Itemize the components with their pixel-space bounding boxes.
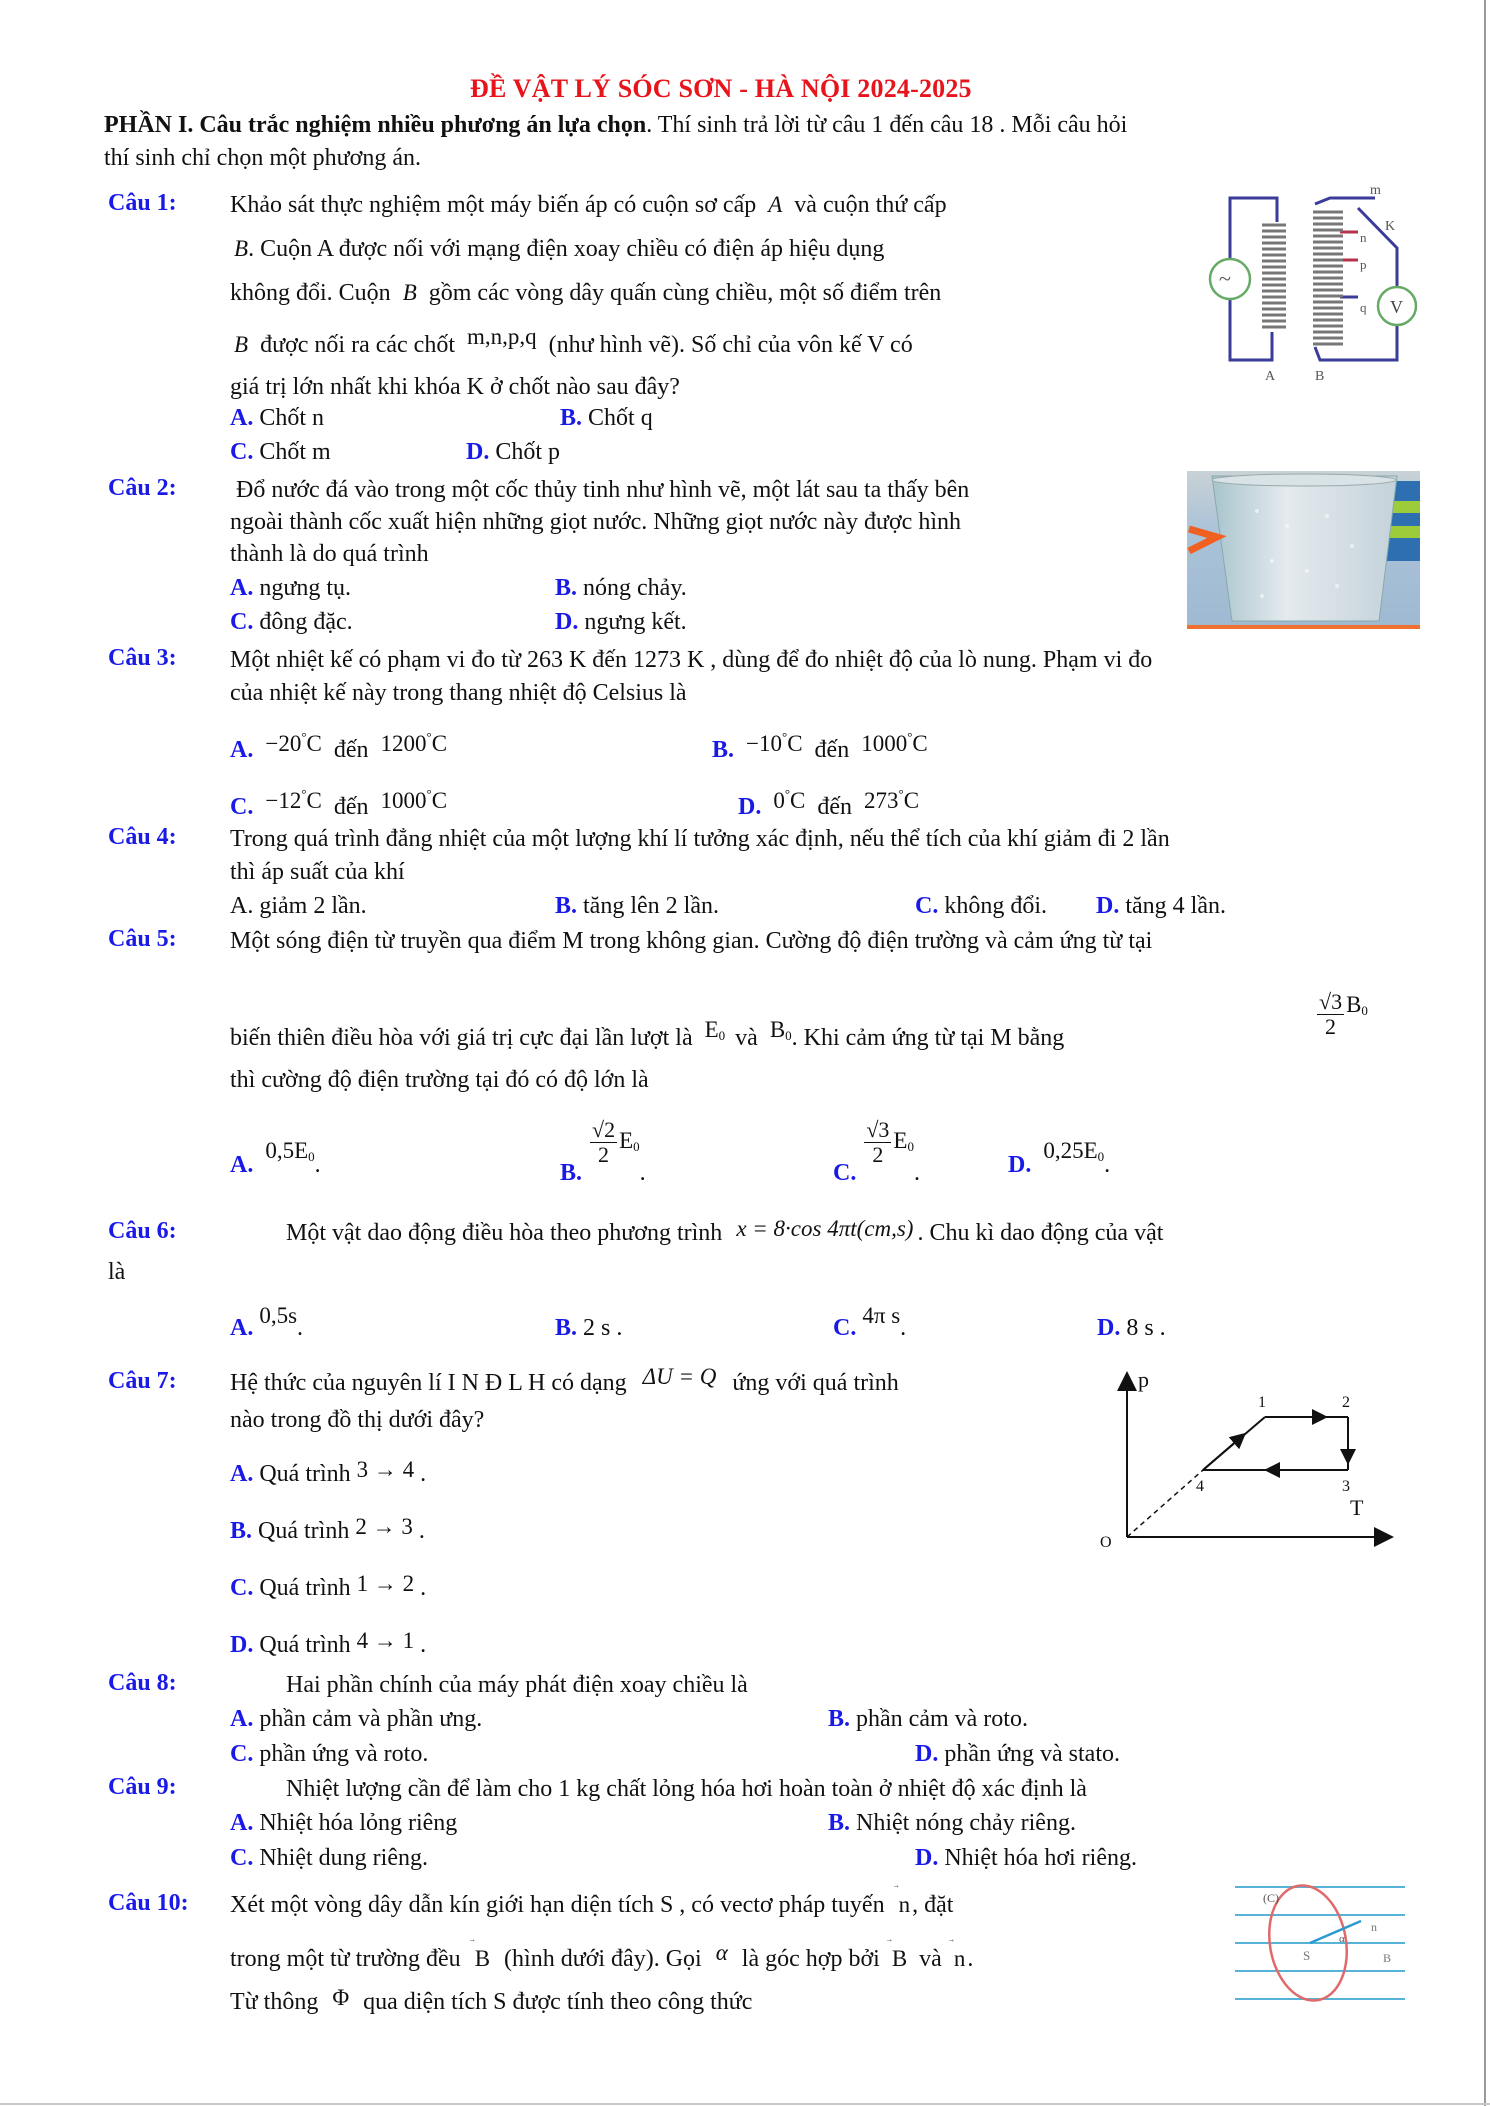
option-b[interactable]: B. Quá trình 2 → 3 . [230, 1514, 425, 1544]
svg-text:(C): (C) [1263, 1891, 1279, 1905]
question-label: Câu 1: [108, 190, 177, 216]
option-b[interactable]: B. −10°C đến 1000°C [712, 729, 928, 763]
page-border-right [1484, 0, 1486, 2106]
option-b[interactable]: B. tăng lên 2 lần. [555, 893, 719, 919]
question-text: Nhiệt lượng cần để làm cho 1 kg chất lỏng hóa hơi hoàn toàn ở nhiệt độ xác định là [286, 1776, 1087, 1802]
transformer-diagram [1160, 182, 1430, 387]
option-c[interactable]: C. Nhiệt dung riêng. [230, 1845, 428, 1871]
svg-text:V: V [1390, 297, 1403, 317]
option-d[interactable]: D. Quá trình 4 → 1 . [230, 1628, 427, 1658]
svg-text:~: ~ [1219, 266, 1231, 291]
question-text: biến thiên điều hòa với giá trị cực đại lần lượt là $E_0$ và $B_0$. Khi cảm ứng từ tại M bằng [230, 1017, 1065, 1051]
question-text: nào trong đồ thị dưới đây? [230, 1407, 485, 1433]
option-b[interactable]: B. 2 s . [555, 1315, 623, 1341]
section-instruction-text: . Thí sinh trả lời từ câu 1 đến câu 18 . Mỗi câu hỏi [646, 112, 1128, 138]
option-a[interactable]: A. Nhiệt hóa lỏng riêng [230, 1810, 458, 1836]
question-label: Câu 9: [108, 1774, 177, 1800]
question-text: Từ thông Φ qua diện tích S được tính theo công thức [230, 1985, 753, 2015]
question-text: là [108, 1259, 126, 1285]
question-label: Câu 7: [108, 1368, 177, 1394]
option-c[interactable]: C. $\frac{√3}{2}$ $E_0$. [833, 1117, 920, 1187]
option-d[interactable]: D. 0°C đến 273°C [738, 786, 920, 820]
option-c[interactable]: C. phần ứng và roto. [230, 1741, 429, 1767]
coil-b-icon [1313, 212, 1343, 344]
pt-diagram [1100, 1355, 1420, 1555]
svg-text:4: 4 [1196, 1478, 1204, 1495]
option-a[interactable]: A. Chốt n [230, 405, 325, 431]
option-c[interactable]: C. Chốt m [230, 439, 331, 465]
question-text: Khảo sát thực nghiệm một máy biến áp có cuộn sơ cấp A và cuộn thứ cấp [230, 192, 947, 218]
option-c[interactable]: C. Quá trình 1 → 2 . [230, 1571, 427, 1601]
question-text: Xét một vòng dây dẫn kín giới hạn diện tích S , có vectơ pháp tuyến ⃗ n, đặt [230, 1890, 953, 1920]
glass-photo [1187, 471, 1420, 629]
option-d[interactable]: D. Nhiệt hóa hơi riêng. [915, 1845, 1137, 1871]
question-label: Câu 10: [108, 1890, 189, 1916]
option-a[interactable]: A. ngưng tụ. [230, 575, 352, 601]
question-text: giá trị lớn nhất khi khóa K ở chốt nào sau đây? [230, 374, 680, 400]
option-a[interactable]: A. Quá trình 3 → 4 . [230, 1457, 427, 1487]
option-b[interactable]: B. Chốt q [560, 405, 653, 431]
option-a[interactable]: A. giảm 2 lần. [230, 893, 367, 919]
question-text: Hệ thức của nguyên lí I N Đ L H có dạng ΔU = Q ứng với quá trình [230, 1364, 899, 1396]
option-b[interactable]: B. nóng chảy. [555, 575, 687, 601]
normal-vector-arrow [1310, 1921, 1361, 1943]
option-d[interactable]: D. Chốt p [466, 439, 561, 465]
question-text: không đổi. Cuộn B gồm các vòng dây quấn cùng chiều, một số điểm trên [230, 280, 942, 306]
svg-text:K: K [1385, 219, 1396, 234]
option-d[interactable]: D. ngưng kết. [555, 609, 687, 635]
option-c[interactable]: C. đông đặc. [230, 609, 353, 635]
question-label: Câu 2: [108, 475, 177, 501]
option-b[interactable]: B. phần cảm và roto. [828, 1706, 1028, 1732]
question-label: Câu 8: [108, 1670, 177, 1696]
option-c[interactable]: C. không đổi. [915, 893, 1048, 919]
option-c[interactable]: C. −12°C đến 1000°C [230, 786, 448, 820]
question-text: thành là do quá trình [230, 541, 429, 567]
question-label: Câu 4: [108, 824, 177, 850]
svg-text:O: O [1100, 1534, 1112, 1551]
question-label: Câu 6: [108, 1218, 177, 1244]
option-a[interactable]: A. 0,5s. [230, 1303, 304, 1341]
section-instruction-line2: thí sinh chỉ chọn một phương án. [104, 145, 422, 171]
page-border-bottom [0, 2103, 1490, 2105]
section-heading: PHẦN I. Câu trắc nghiệm nhiều phương án lựa chọn [104, 112, 647, 138]
question-text: trong một từ trường đều ⃗ B (hình dưới đây). Gọi α là góc hợp bởi ⃗ B và ⃗ n. [230, 1944, 973, 1974]
svg-text:T: T [1350, 1495, 1364, 1520]
question-text: ngoài thành cốc xuất hiện những giọt nước. Những giọt nước này được hình [230, 509, 961, 535]
coil-a-icon [1262, 225, 1286, 327]
question-text: Một sóng điện từ truyền qua điểm M trong không gian. Cường độ điện trường và cảm ứng từ tại [230, 928, 1153, 954]
svg-text:m: m [1370, 183, 1381, 198]
question-text: B. Cuộn A được nối với mạng điện xoay chiều có điện áp hiệu dụng [234, 236, 885, 262]
option-d[interactable]: D. 8 s . [1097, 1315, 1166, 1341]
fraction-sqrt3-over-2-b0: $\frac{√3}{2}$ $B_0$ [1319, 989, 1368, 1039]
question-text: thì cường độ điện trường tại đó có độ lớn là [230, 1067, 649, 1093]
option-c[interactable]: C. 4π s. [833, 1303, 907, 1341]
equation: x = 8·cos 4πt(cm,s) [736, 1216, 914, 1241]
section-instruction [104, 110, 1127, 140]
svg-text:p: p [1360, 257, 1367, 272]
equation: ΔU = Q [642, 1364, 717, 1389]
option-a[interactable]: A. $0,5E_0$. [230, 1138, 321, 1178]
svg-text:n: n [1360, 230, 1367, 245]
question-text: Trong quá trình đẳng nhiệt của một lượng khí lí tưởng xác định, nếu thể tích của khí giảm đi 2 lần [230, 826, 1170, 852]
question-text: Hai phần chính của máy phát điện xoay chiều là [286, 1672, 748, 1698]
svg-text:n: n [1371, 1920, 1377, 1934]
svg-text:B: B [1315, 369, 1325, 384]
svg-text:S: S [1303, 1948, 1311, 1963]
magnetic-flux-diagram [1233, 1878, 1413, 2014]
option-a[interactable]: A. phần cảm và phần ưng. [230, 1706, 483, 1732]
svg-text:B: B [1383, 1951, 1392, 1965]
option-d[interactable]: D. phần ứng và stato. [915, 1741, 1120, 1767]
question-text: Đổ nước đá vào trong một cốc thủy tinh như hình vẽ, một lát sau ta thấy bên [236, 477, 970, 503]
option-d[interactable]: D. $0,25E_0$. [1008, 1138, 1111, 1178]
svg-text:q: q [1360, 300, 1367, 315]
svg-text:2: 2 [1342, 1394, 1350, 1411]
option-d[interactable]: D. tăng 4 lần. [1096, 893, 1226, 919]
question-text: của nhiệt kế này trong thang nhiệt độ Celsius là [230, 680, 687, 706]
question-text: Một vật dao động điều hòa theo phương trình x = 8·cos 4πt(cm,s) . Chu kì dao động của vật [286, 1216, 1164, 1246]
svg-text:p: p [1138, 1367, 1149, 1392]
option-b[interactable]: B. $\frac{√2}{2}$ $E_0$. [560, 1117, 646, 1187]
svg-text:α: α [1339, 1933, 1345, 1945]
question-label: Câu 5: [108, 926, 177, 952]
question-text: Một nhiệt kế có phạm vi đo từ 263 K đến 1273 K , dùng để đo nhiệt độ của lò nung. Phạm vi đo [230, 647, 1153, 673]
question-label: Câu 3: [108, 645, 177, 671]
page-title: ĐỀ VẬT LÝ SÓC SƠN - HÀ NỘI 2024-2025 [470, 74, 972, 103]
option-b[interactable]: B. Nhiệt nóng chảy riêng. [828, 1810, 1076, 1836]
option-a[interactable]: A. −20°C đến 1200°C [230, 729, 448, 763]
svg-text:A: A [1265, 369, 1276, 384]
question-text: B được nối ra các chốt m,n,p,q (như hình vẽ). Số chỉ của vôn kế V có [234, 324, 913, 358]
svg-text:1: 1 [1258, 1394, 1266, 1411]
question-text: thì áp suất của khí [230, 859, 405, 885]
svg-text:3: 3 [1342, 1478, 1350, 1495]
